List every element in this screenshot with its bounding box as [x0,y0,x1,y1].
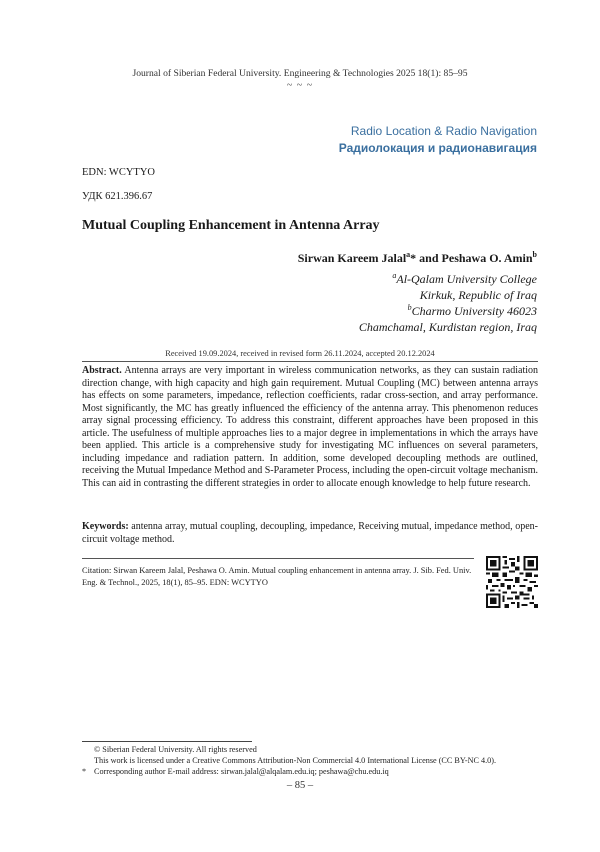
copyright-note [82,744,552,755]
author-1-name: Sirwan Kareem Jalal [297,251,407,265]
footnote-rule [82,741,252,742]
divider [82,558,474,559]
author-2-affil-mark: b [532,250,537,259]
section-title-english: Radio Location & Radio Navigation [350,124,537,138]
affiliation-mark: b [407,303,412,312]
keywords-label: Keywords: [82,521,129,532]
keywords-text: antenna array, mutual coupling, decoupling, impedance, Receiving mutual, impedance method, open-circuit voltage method. [82,521,539,545]
footnote-mark: * [82,767,87,776]
abstract [82,365,538,490]
abstract-text: Antenna arrays are very important in wireless communication networks, as they can sustain radiation direction change, with high capacity and high gain requirement. Mutual Coupling (MC) between antenna arrays has effects on some parameters, impedance, reflection coefficients, radar cross-section, and array performance. Most significantly, the MC has greatly influenced the efficiency of the antenna array. This phenomenon reduces array signal processing efficiency. To address this constraint, different approaches have been proposed in this article. The usefulness of multiple approaches lies to a major degree in implementations in which the arrays have been applied. This article is a comprehensive study for investigating MC influences on several parameters, including impedance and radiation pattern. In addition, some developed decoupling methods are outlined, receiving the Mutual Impedance Method and S-Parameter Process, including the open-circuit voltage mechanism. This can aid in contrasting the different strategies in order to allocate enough knowledge to help future research. [82,365,538,489]
corresponding-note [82,766,552,777]
affiliation-mark: a [392,271,397,280]
license-text: This work is licensed under a Creative Commons Attribution-Non Commercial 4.0 International License (CC BY-NC 4.0). [94,756,497,765]
divider [82,361,538,362]
affiliation-text: Kirkuk, Republic of Iraq [419,288,537,302]
affiliation-line [359,316,537,335]
affiliation-text: Al-Qalam University College [396,272,537,286]
udk-code: УДК 621.396.67 [82,191,153,202]
edn-code: EDN: WCYTYO [82,167,156,178]
corresponding-mark: * [410,251,417,265]
abstract-label: Abstract. [82,365,122,376]
page-number: – 85 – [286,780,314,791]
citation: Citation: Sirwan Kareem Jalal, Peshawa O. Amin. Mutual coupling enhancement in antenna array. J. Sib. Fed. Univ. Eng. & Technol., 2025, 18(1), 85–95. EDN: WCYTYO [82,566,472,587]
copyright-text: © Siberian Federal University. All rights reserved [94,745,257,754]
qr-code-icon [486,556,538,608]
author-1-affil-mark: a [406,250,411,259]
affiliation-text: Chamchamal, Kurdistan region, Iraq [358,320,537,334]
author-line [298,250,537,266]
keywords [82,521,538,546]
affiliation-text: Charmo University 46023 [411,304,537,318]
journal-header: Journal of Siberian Federal University. Engineering & Technologies 2025 18(1): 85–95 [132,68,468,79]
license-note [82,755,552,766]
author-2-name: Peshawa O. Amin [441,251,533,265]
section-title-russian: Радиолокация и радионавигация [338,141,537,155]
author-connector: and [416,251,442,265]
header-separator: ~ ~ ~ [286,80,314,91]
paper-title: Mutual Coupling Enhancement in Antenna Array [82,218,380,233]
corresponding-text: Corresponding author E-mail address: sirwan.jalal@alqalam.edu.iq; peshawa@chu.edu.iq [94,767,389,776]
received-dates: Received 19.09.2024, received in revised form 26.11.2024, accepted 20.12.2024 [165,349,435,358]
